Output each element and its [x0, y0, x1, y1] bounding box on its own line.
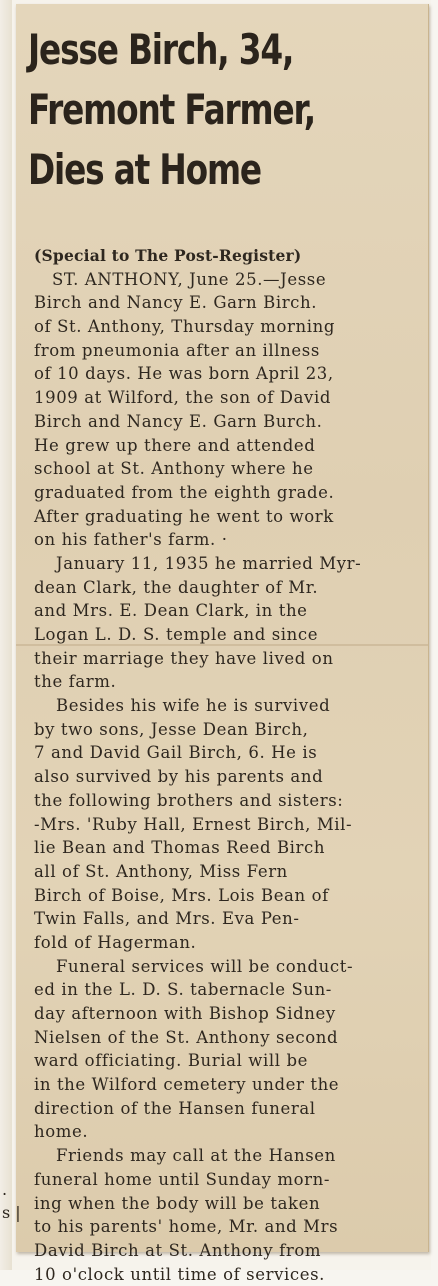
headline-line-1: Jesse Birch, 34,	[28, 25, 294, 74]
headline-line-3: Dies at Home	[28, 145, 261, 194]
body-line: Birch and Nancy E. Garn Burch.	[34, 411, 323, 431]
body-line: He grew up there and attended	[34, 435, 316, 455]
body-line: graduated from the eighth grade.	[34, 482, 335, 502]
body-line: of 10 days. He was born April 23,	[34, 364, 334, 384]
margin-mark: s |	[2, 1203, 21, 1222]
body-line: funeral home until Sunday morn-	[34, 1169, 331, 1189]
body-line: fold of Hagerman.	[34, 932, 197, 952]
body-line: Logan L. D. S. temple and since	[34, 625, 319, 644]
body-line: day afternoon with Bishop Sidney	[34, 1004, 336, 1023]
body-line: home.	[34, 1122, 89, 1142]
body-line: in the Wilford cemetery under the	[34, 1075, 340, 1095]
body-line: Besides his wife he is survived	[56, 696, 331, 716]
body-line: lie Bean and Thomas Reed Birch	[34, 838, 326, 858]
dateline: (Special to The Post-Register)	[34, 246, 302, 265]
body-line: Twin Falls, and Mrs. Eva Pen-	[34, 909, 300, 929]
newspaper-clipping	[16, 4, 429, 1284]
body-line: school at St. Anthony where he	[34, 459, 314, 479]
body-line: Funeral services will be conduct-	[56, 956, 354, 976]
body-line: ST. ANTHONY, June 25.—Jesse	[52, 269, 327, 289]
body-line: 7 and David Gail Birch, 6. He is	[34, 743, 318, 763]
body-line: their marriage they have lived on	[34, 648, 334, 668]
body-line: 1909 at Wilford, the son of David	[34, 388, 332, 408]
body-line: from pneumonia after an illness	[34, 340, 320, 360]
body-line: ward officiating. Burial will be	[34, 1051, 309, 1071]
body-line: also survived by his parents and	[34, 767, 324, 787]
body-line: and Mrs. E. Dean Clark, in the	[34, 601, 308, 621]
body-line: Birch of Boise, Mrs. Lois Bean of	[34, 885, 329, 905]
body-line: Nielsen of the St. Anthony second	[34, 1027, 339, 1047]
headline-line-2: Fremont Farmer,	[28, 85, 316, 134]
body-line: all of St. Anthony, Miss Fern	[34, 861, 288, 881]
body-line: the following brothers and sisters:	[34, 790, 344, 810]
adjacent-clipping-edge	[0, 0, 12, 1270]
body-line: dean Clark, the daughter of Mr.	[34, 577, 319, 597]
body-line: to his parents' home, Mr. and Mrs	[34, 1217, 339, 1237]
body-line: the farm.	[34, 672, 117, 692]
body-line: 10 o'clock until time of services.	[34, 1264, 326, 1284]
body-line: -Mrs. 'Ruby Hall, Ernest Birch, Mil-	[34, 814, 353, 834]
article-body	[34, 244, 438, 1286]
body-line: of St. Anthony, Thursday morning	[34, 317, 336, 337]
body-line: Birch and Nancy E. Garn Birch.	[34, 293, 318, 313]
body-line: January 11, 1935 he married Myr-	[56, 553, 362, 573]
body-line: ed in the L. D. S. tabernacle Sun-	[34, 980, 332, 1000]
body-line: direction of the Hansen funeral	[34, 1098, 316, 1118]
margin-mark: .	[2, 1180, 8, 1199]
body-line: ing when the body will be taken	[34, 1193, 321, 1213]
body-line: on his father's farm. ·	[34, 530, 228, 550]
body-line: Friends may call at the Hansen	[56, 1146, 336, 1166]
body-line: David Birch at St. Anthony from	[34, 1240, 322, 1260]
headline	[28, 20, 315, 200]
body-line: by two sons, Jesse Dean Birch,	[34, 719, 309, 739]
body-line: After graduating he went to work	[34, 506, 334, 526]
